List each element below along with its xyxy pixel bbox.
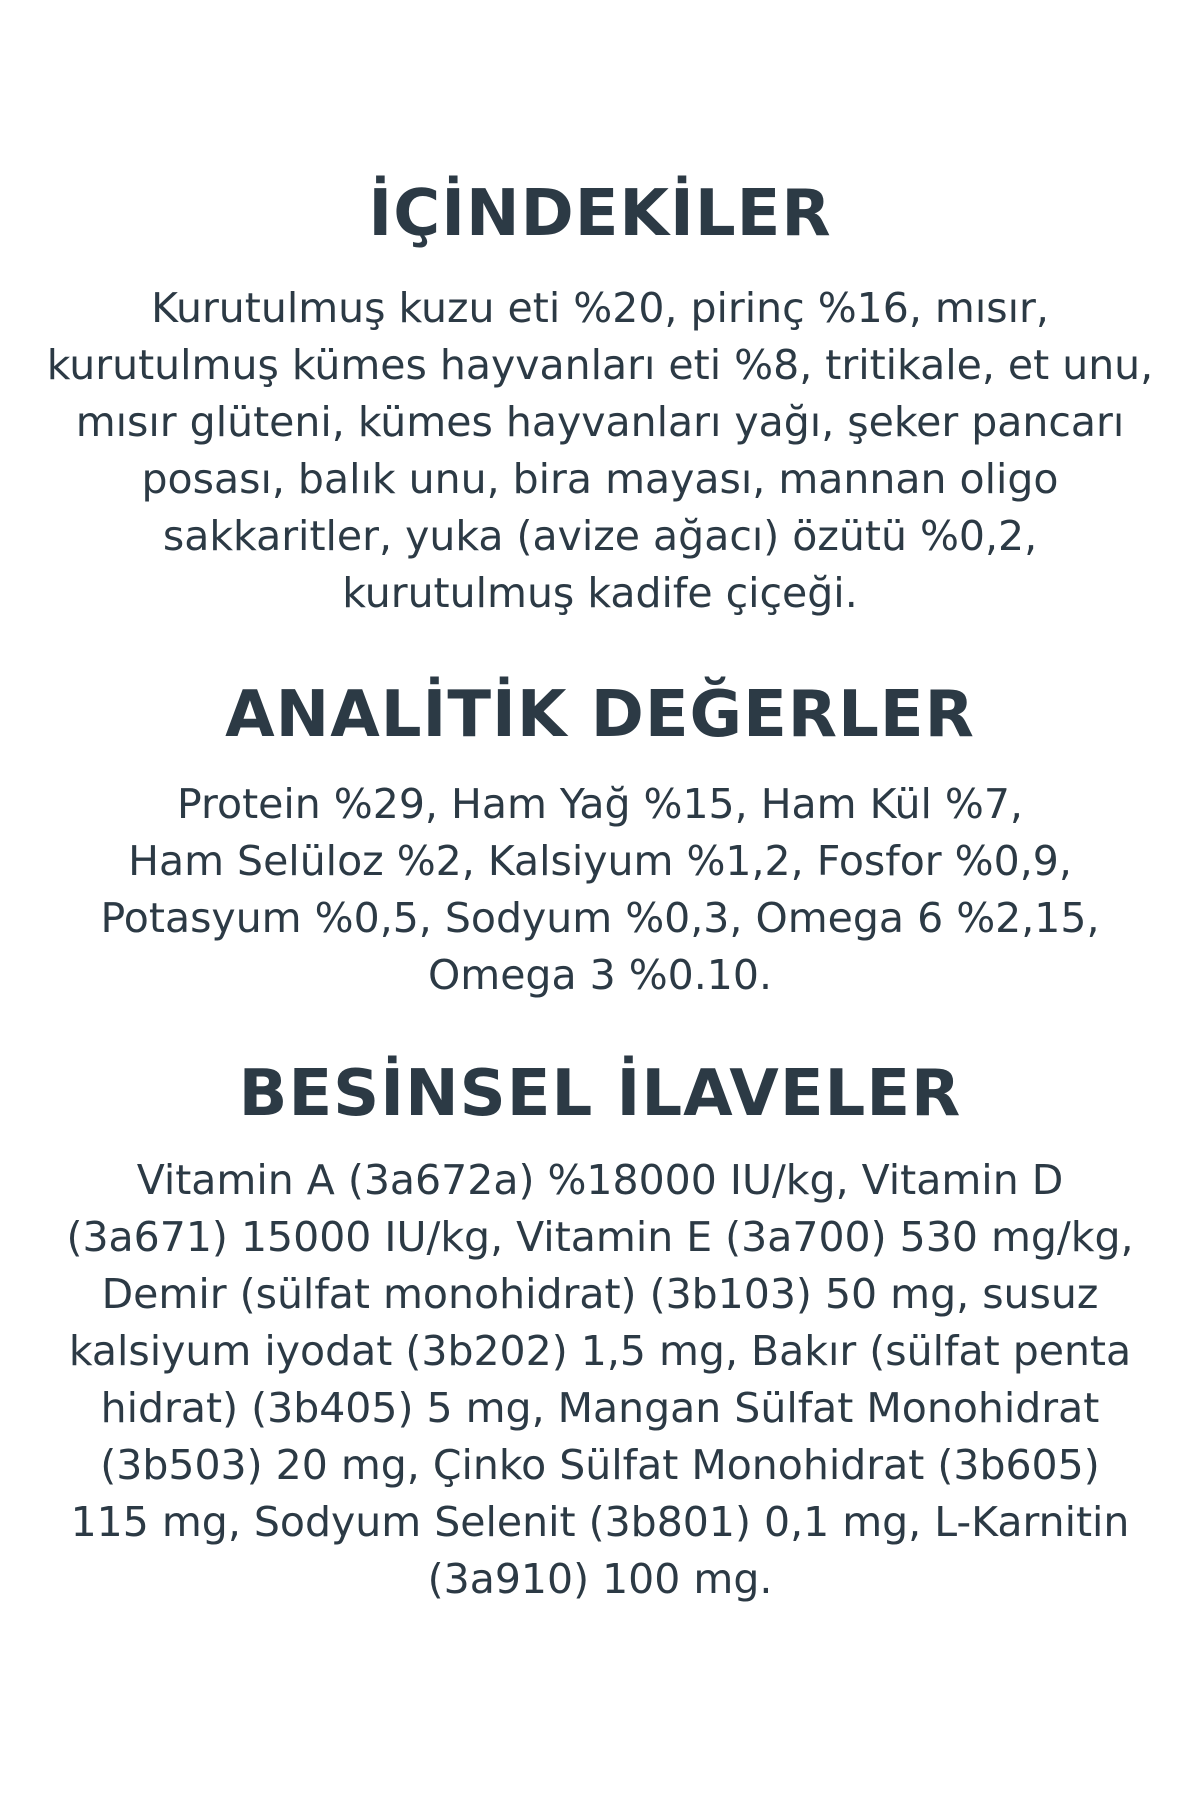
additives-heading: BESİNSEL İLAVELER — [238, 1057, 962, 1131]
additives-line: Demir (sülfat monohidrat) (3b103) 50 mg, susuz — [101, 1270, 1099, 1318]
analytical-heading: ANALİTİK DEĞERLER — [225, 678, 975, 752]
additives-line: kalsiyum iyodat (3b202) 1,5 mg, Bakır (sülfat penta — [68, 1327, 1132, 1375]
analytical-line: Potasyum %0,5, Sodyum %0,3, Omega 6 %2,15, — [100, 894, 1100, 942]
additives-line: (3a671) 15000 IU/kg, Vitamin E (3a700) 530 mg/kg, — [66, 1213, 1134, 1261]
additives-text — [0, 1152, 1200, 1608]
analytical-line: Protein %29, Ham Yağ %15, Ham Kül %7, — [177, 780, 1023, 828]
ingredients-line: Kurutulmuş kuzu eti %20, pirinç %16, mısır, — [151, 284, 1049, 332]
ingredients-line: mısır glüteni, kümes hayvanları yağı, şeker pancarı — [75, 398, 1125, 446]
additives-line: Vitamin A (3a672a) %18000 IU/kg, Vitamin D — [136, 1156, 1064, 1204]
ingredients-text — [0, 280, 1200, 622]
additives-line: 115 mg, Sodyum Selenit (3b801) 0,1 mg, L-Karnitin — [70, 1498, 1130, 1546]
analytical-text — [0, 776, 1200, 1004]
ingredients-heading: İÇİNDEKİLER — [368, 177, 832, 251]
ingredients-line: kurutulmuş kadife çiçeği. — [342, 569, 858, 617]
analytical-line: Ham Selüloz %2, Kalsiyum %1,2, Fosfor %0,9, — [128, 837, 1072, 885]
ingredients-line: posası, balık unu, bira mayası, mannan oligo — [141, 455, 1059, 503]
additives-line: (3a910) 100 mg. — [427, 1555, 773, 1603]
analytical-line: Omega 3 %0.10. — [427, 951, 772, 999]
ingredients-line: sakkaritler, yuka (avize ağacı) özütü %0,2, — [162, 512, 1038, 560]
additives-line: hidrat) (3b405) 5 mg, Mangan Sülfat Monohidrat — [100, 1384, 1100, 1432]
ingredients-line: kurutulmuş kümes hayvanları eti %8, tritikale, et unu, — [46, 341, 1154, 389]
additives-line: (3b503) 20 mg, Çinko Sülfat Monohidrat (3b605) — [100, 1441, 1100, 1489]
